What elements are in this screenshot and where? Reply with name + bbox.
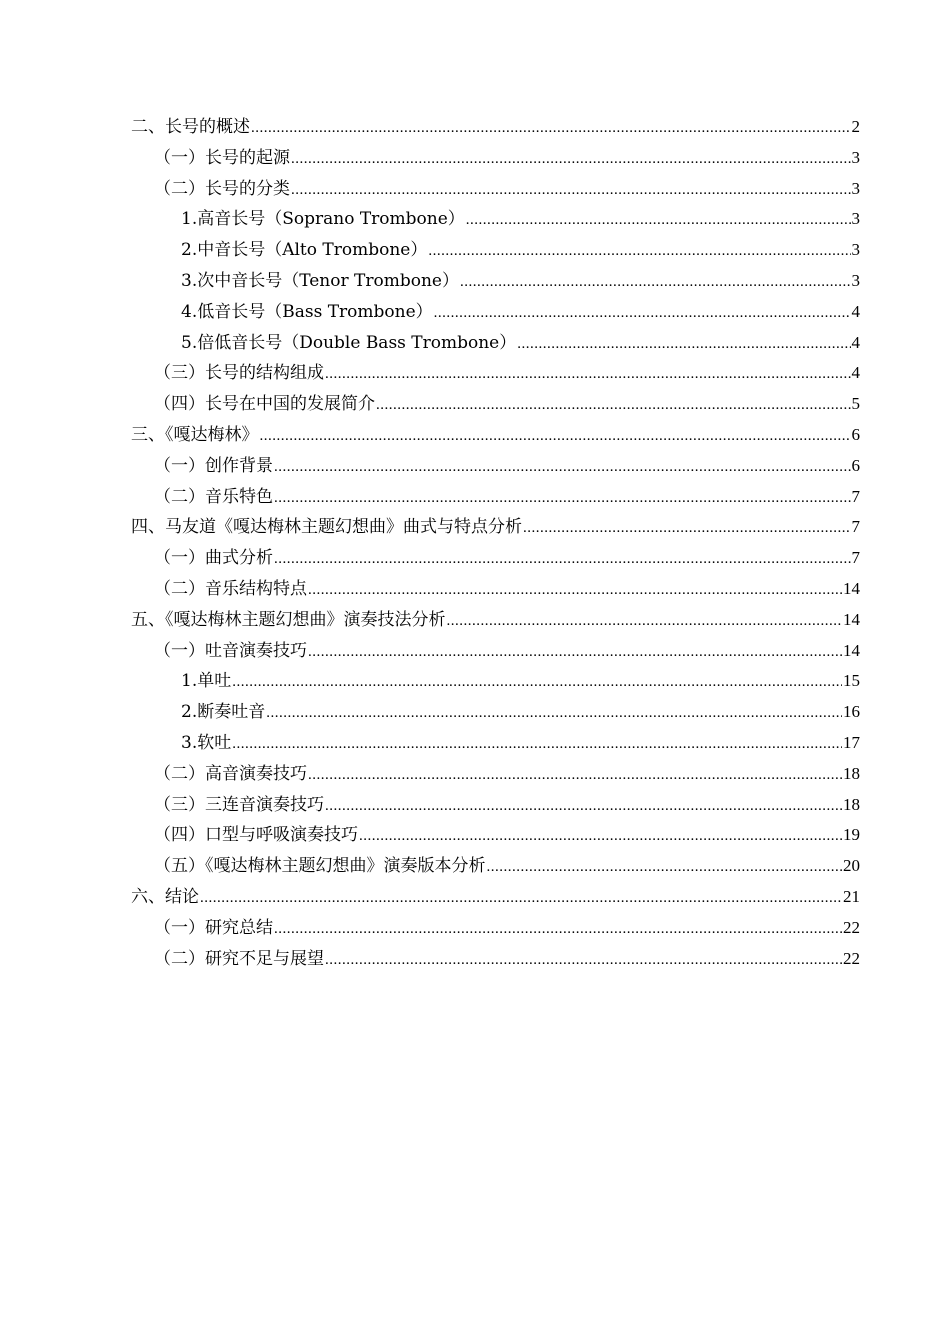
toc-entry-label: 五、《嘎达梅林主题幻想曲》演奏技法分析 — [131, 609, 446, 630]
toc-entry-page: 2 — [851, 117, 860, 136]
toc-entry[interactable] — [131, 851, 860, 882]
toc-leader — [274, 914, 842, 945]
toc-entry[interactable] — [131, 451, 860, 482]
toc-entry-page: 22 — [843, 948, 860, 968]
toc-entry-page: 3 — [851, 178, 860, 198]
toc-entry-label: 2.中音长号（Alto Trombone） — [181, 240, 428, 261]
toc-entry-label: （一）研究总结 — [154, 917, 273, 938]
toc-entry-label: 二、长号的概述 — [131, 117, 250, 137]
toc-leader — [428, 236, 850, 267]
toc-entry-page: 4 — [851, 301, 860, 321]
toc-entry[interactable] — [131, 420, 860, 451]
toc-entry-label: （三）三连音演奏技巧 — [154, 794, 324, 815]
toc-entry-label: （二）高音演奏技巧 — [154, 763, 307, 784]
toc-leader — [487, 852, 843, 883]
toc-leader — [447, 606, 843, 637]
toc-entry[interactable] — [131, 666, 860, 697]
toc-leader — [376, 390, 851, 421]
toc-leader — [325, 359, 851, 390]
toc-entry-label: （四）长号在中国的发展简介 — [154, 394, 375, 415]
toc-entry[interactable] — [131, 512, 860, 543]
toc-leader — [266, 698, 842, 729]
toc-entry-page: 14 — [843, 578, 860, 598]
toc-entry-page: 3 — [851, 270, 860, 290]
toc-entry-label: （四）口型与呼吸演奏技巧 — [154, 825, 358, 846]
table-of-contents — [131, 112, 860, 974]
toc-leader — [308, 760, 842, 791]
toc-leader — [291, 144, 851, 175]
toc-entry-label: （二）研究不足与展望 — [154, 948, 324, 969]
toc-entry-label: 5.倍低音长号（Double Bass Trombone） — [181, 332, 517, 353]
toc-entry-label: 1.单吐 — [181, 671, 232, 692]
toc-entry-page: 21 — [843, 886, 860, 906]
toc-entry-label: （一）创作背景 — [154, 455, 273, 476]
toc-entry[interactable] — [131, 944, 860, 975]
toc-leader — [308, 637, 842, 668]
toc-entry-label: 六、结论 — [131, 886, 199, 907]
toc-leader — [359, 821, 842, 852]
toc-entry[interactable] — [131, 143, 860, 174]
toc-leader — [274, 452, 851, 483]
toc-leader — [251, 113, 851, 144]
toc-entry[interactable] — [131, 482, 860, 513]
toc-entry[interactable] — [131, 697, 860, 728]
toc-entry-page: 15 — [843, 671, 860, 691]
toc-leader — [466, 205, 851, 236]
toc-entry[interactable] — [131, 328, 860, 359]
toc-entry-label: （二）长号的分类 — [154, 178, 290, 199]
toc-leader — [291, 175, 851, 206]
toc-leader — [325, 791, 842, 822]
toc-leader — [232, 667, 842, 698]
toc-entry[interactable] — [131, 882, 860, 913]
toc-entry-label: （一）长号的起源 — [154, 147, 290, 168]
toc-leader — [523, 513, 851, 544]
toc-entry-label: （二）音乐结构特点 — [154, 578, 307, 599]
toc-entry-page: 6 — [851, 455, 860, 475]
toc-leader — [434, 298, 851, 329]
toc-entry-label: （五）《嘎达梅林主题幻想曲》演奏版本分析 — [154, 856, 486, 877]
toc-entry-page: 3 — [851, 240, 860, 260]
toc-entry[interactable] — [131, 358, 860, 389]
toc-entry-page: 22 — [843, 917, 860, 937]
toc-entry-label: 4.低音长号（Bass Trombone） — [181, 301, 433, 322]
toc-leader — [274, 544, 851, 575]
toc-entry-label: 1.高音长号（Soprano Trombone） — [181, 209, 465, 230]
toc-entry-label: 3.软吐 — [181, 732, 232, 753]
toc-entry-label: 2.断奏吐音 — [181, 702, 266, 723]
toc-entry-page: 4 — [851, 332, 860, 352]
toc-entry-label: 四、马友道《嘎达梅林主题幻想曲》曲式与特点分析 — [131, 517, 522, 538]
toc-entry-label: （二）音乐特色 — [154, 486, 273, 507]
toc-entry-page: 5 — [851, 394, 860, 414]
toc-leader — [517, 329, 850, 360]
toc-entry-label: （三）长号的结构组成 — [154, 363, 324, 384]
toc-leader — [200, 883, 842, 914]
toc-entry[interactable] — [131, 820, 860, 851]
toc-entry-page: 14 — [843, 609, 860, 629]
toc-entry-label: 3.次中音长号（Tenor Trombone） — [181, 270, 459, 291]
toc-entry-page: 4 — [851, 363, 860, 383]
toc-entry[interactable] — [131, 759, 860, 790]
toc-entry-page: 20 — [843, 856, 860, 876]
toc-entry[interactable] — [131, 204, 860, 235]
toc-entry[interactable] — [131, 297, 860, 328]
toc-entry-label: （一）吐音演奏技巧 — [154, 640, 307, 661]
toc-entry[interactable] — [131, 543, 860, 574]
toc-leader — [260, 421, 851, 452]
toc-entry[interactable] — [131, 574, 860, 605]
toc-entry-page: 7 — [851, 517, 860, 537]
toc-entry-page: 17 — [843, 732, 860, 752]
toc-leader — [274, 483, 851, 514]
toc-entry[interactable] — [131, 728, 860, 759]
toc-entry-page: 16 — [843, 702, 860, 722]
toc-entry[interactable] — [131, 636, 860, 667]
toc-leader — [325, 945, 842, 976]
toc-entry-page: 19 — [843, 825, 860, 845]
toc-entry-page: 18 — [843, 794, 860, 814]
toc-entry[interactable] — [131, 174, 860, 205]
toc-entry[interactable] — [131, 913, 860, 944]
toc-entry-page: 3 — [851, 147, 860, 167]
toc-leader — [460, 267, 851, 298]
toc-entry-page: 6 — [851, 424, 860, 444]
toc-leader — [232, 729, 842, 760]
toc-entry-page: 14 — [843, 640, 860, 660]
toc-entry[interactable] — [131, 790, 860, 821]
toc-entry[interactable] — [131, 266, 860, 297]
toc-entry-label: （一）曲式分析 — [154, 548, 273, 569]
toc-entry[interactable] — [131, 605, 860, 636]
toc-entry[interactable] — [131, 235, 860, 266]
toc-entry-label: 三、《嘎达梅林》 — [131, 424, 259, 445]
toc-entry-page: 18 — [843, 763, 860, 783]
toc-entry-page: 7 — [851, 548, 860, 568]
toc-leader — [308, 575, 842, 606]
toc-entry[interactable] — [131, 389, 860, 420]
toc-entry-page: 3 — [851, 209, 860, 229]
toc-entry-page: 7 — [851, 486, 860, 506]
toc-entry[interactable] — [131, 112, 860, 143]
